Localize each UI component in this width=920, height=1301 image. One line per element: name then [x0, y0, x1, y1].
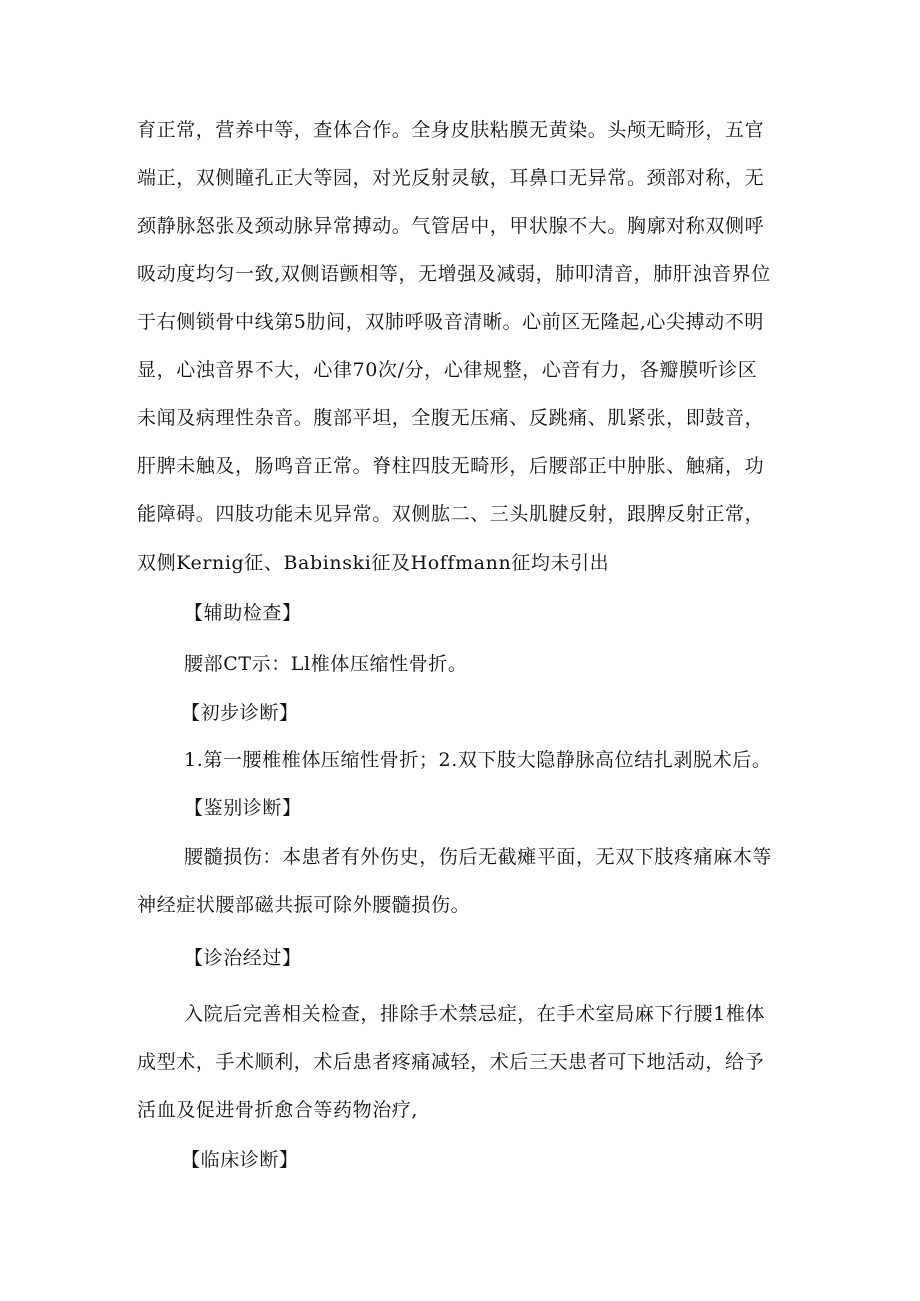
treatment-line-3: 活血及促进骨折愈合等药物治疗, — [137, 1099, 419, 1121]
treatment-heading: 【诊治经过】 — [184, 947, 302, 969]
exam-line-4: 吸动度均匀一致,双侧语颤相等，无增强及减弱，肺叩清音，肺肝浊音界位 — [137, 263, 771, 285]
aux-exam-heading: 【辅助检查】 — [184, 602, 302, 624]
exam-line-9: 能障碍。四肢功能未见异常。双侧肱二、三头肌腱反射，跟脾反射正常， — [137, 503, 765, 525]
exam-line-3: 颈静脉怒张及颈动脉异常搏动。气管居中，甲状腺不大。胸廓对称双侧呼 — [137, 215, 765, 237]
differential-line-1: 腰髓损伤：本患者有外伤史，伤后无截瘫平面，无双下肢疼痛麻木等 — [184, 846, 773, 868]
differential-line-2: 神经症状腰部磁共振可除外腰髓损伤。 — [137, 894, 471, 916]
exam-line-7: 未闻及病理性杂音。腹部平坦，全腹无压痛、反跳痛、肌紧张，即鼓音， — [137, 407, 765, 429]
exam-line-8: 肝脾未触及，肠鸣音正常。脊柱四肢无畸形，后腰部正中肿胀、触痛，功 — [137, 455, 765, 477]
exam-line-1: 育正常，营养中等，查体合作。全身皮肤粘膜无黄染。头颅无畸形，五官 — [137, 119, 765, 141]
treatment-line-2: 成型术，手术顺利，术后患者疼痛减轻，术后三天患者可下地活动，给予 — [137, 1051, 765, 1073]
exam-line-6: 显，心浊音界不大，心律70次/分，心律规整，心音有力，各瓣膜听诊区 — [137, 359, 758, 381]
prelim-diagnosis-heading: 【初步诊断】 — [181, 702, 299, 724]
differential-heading: 【鉴别诊断】 — [184, 797, 302, 819]
clinical-diagnosis-heading: 【临床诊断】 — [181, 1149, 299, 1171]
exam-line-2: 端正，双侧瞳孔正大等园，对光反射灵敏，耳鼻口无异常。颈部对称，无 — [137, 167, 765, 189]
aux-exam-text: 腰部CT示：Ll椎体压缩性骨折。 — [184, 653, 468, 675]
treatment-line-1: 入院后完善相关检查，排除手术禁忌症，在手术室局麻下行腰1椎体 — [184, 1003, 766, 1025]
exam-line-10: 双侧Kernig征、Babinski征及Hoffmann征均未引出 — [137, 552, 610, 574]
exam-line-5: 于右侧锁骨中线第5肋间，双肺呼吸音清晰。心前区无隆起,心尖搏动不明 — [137, 311, 764, 333]
prelim-diagnosis-text: 1.第一腰椎椎体压缩性骨折；2.双下肢大隐静脉高位结扎剥脱术后。 — [184, 749, 772, 771]
